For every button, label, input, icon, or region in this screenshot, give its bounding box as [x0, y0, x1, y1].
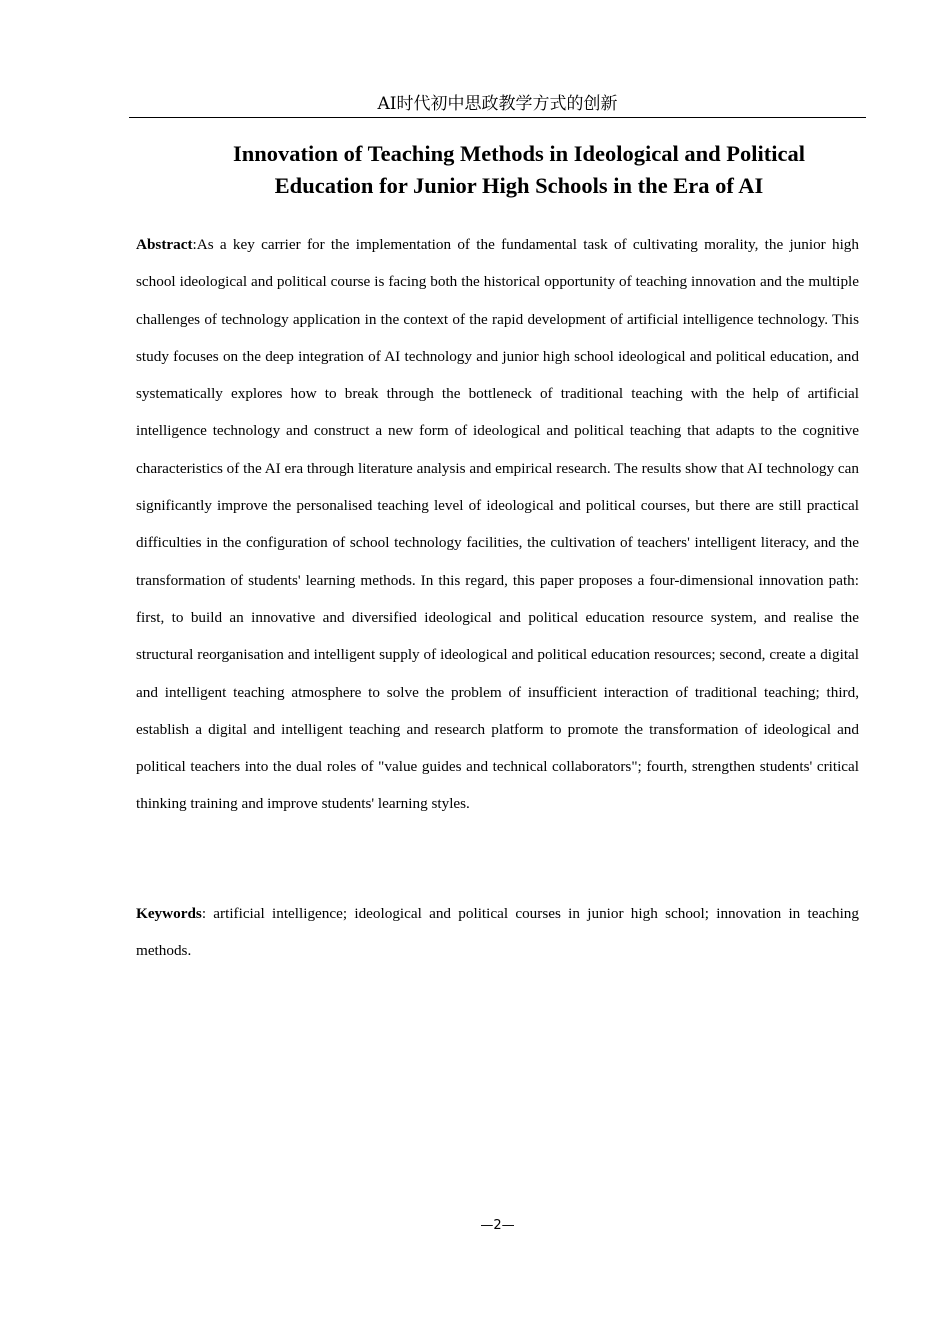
paper-title-line-1: Innovation of Teaching Methods in Ideological and Political — [233, 141, 805, 166]
keywords-paragraph — [136, 895, 859, 970]
page-number: —2— — [480, 1218, 515, 1233]
keywords-text: : artificial intelligence; ideological and political courses in junior high school; innovation in teaching methods. — [136, 905, 859, 960]
paper-title-line-2: Education for Junior High Schools in the Era of AI — [274, 173, 764, 198]
abstract-paragraph — [136, 226, 859, 823]
abstract-separator: : — [192, 236, 197, 253]
running-header: AI时代初中思政教学方式的创新 — [377, 94, 618, 114]
header-rule — [129, 117, 866, 118]
abstract-text: As a key carrier for the implementation of the fundamental task of cultivating morality, the junior high school ideological and political course is facing both the historical opportunity of teaching innovation and the multiple challenges of technology application in the context of the rapid development of artificial intelligence technology. This study focuses on the deep integration of AI technology and junior high school ideological and political education, and systematically explores how to break through the bottleneck of traditional teaching with the help of artificial intelligence technology and construct a new form of ideological and political teaching that adapts to the cognitive characteristics of the AI era through literature analysis and empirical research. The results show that AI technology can significantly improve the personalised teaching level of ideological and political courses, but there are still practical difficulties in the configuration of school technology facilities, the cultivation of teachers' intelligent literacy, and the transformation of students' learning methods. In this regard, this paper proposes a four-dimensional innovation path: first, to build an innovative and diversified ideological and political education resource system, and realise the structural reorganisation and intelligent supply of ideological and political education resources; second, create a digital and intelligent teaching atmosphere to solve the problem of insufficient interaction of traditional teaching; third, establish a digital and intelligent teaching and research platform to promote the transformation of ideological and political teachers into the dual roles of "value guides and technical collaborators"; fourth, strengthen students' critical thinking training and improve students' learning styles. — [136, 236, 859, 813]
abstract-label: Abstract — [136, 236, 193, 253]
paper-title — [136, 138, 902, 202]
keywords-label: Keywords — [136, 905, 202, 922]
